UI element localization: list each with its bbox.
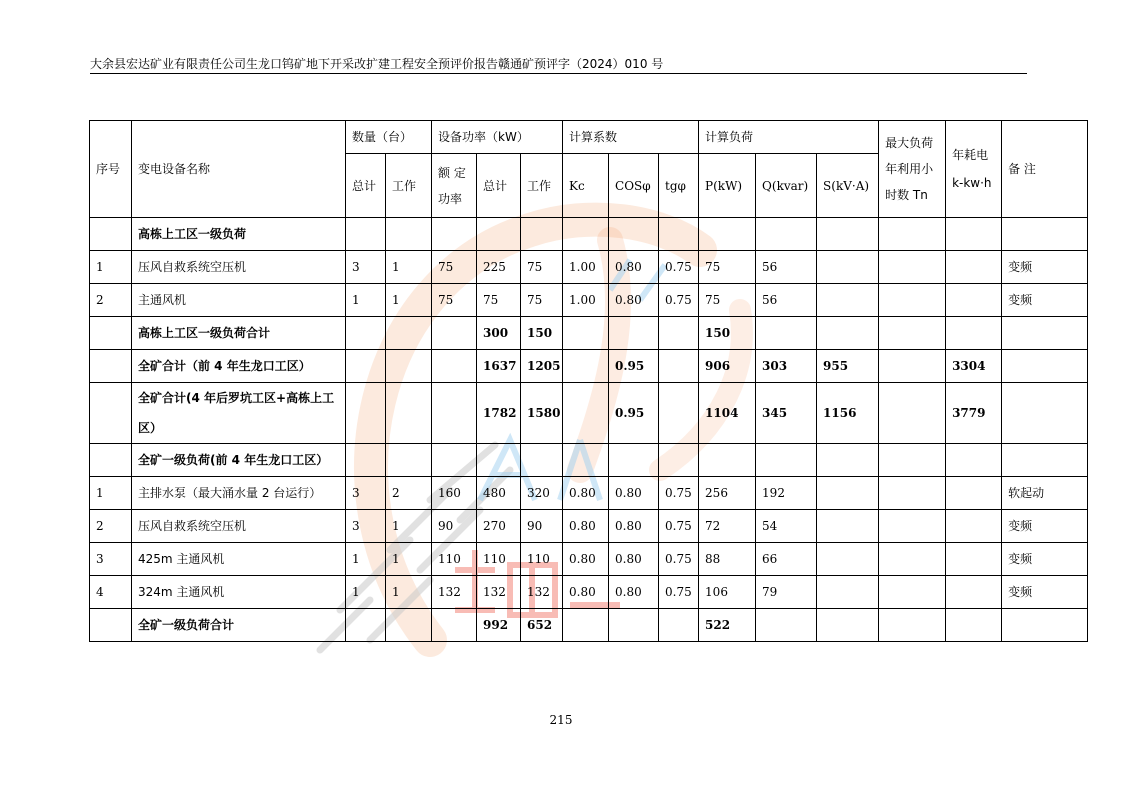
cell-q: 192 xyxy=(756,477,817,510)
cell-energy xyxy=(946,543,1002,576)
cell-cos: 0.80 xyxy=(609,543,659,576)
cell-qty-total: 1 xyxy=(346,543,386,576)
cell-cos: 0.95 xyxy=(609,383,659,444)
cell-s xyxy=(817,284,879,317)
cell-device-name: 425m 主通风机 xyxy=(132,543,346,576)
cell-rated-power xyxy=(432,609,477,642)
cell-energy xyxy=(946,317,1002,350)
cell-tg xyxy=(659,218,699,251)
cell-energy xyxy=(946,477,1002,510)
cell-remark xyxy=(1002,609,1088,642)
cell-p: 72 xyxy=(699,510,756,543)
header-power-work: 工作 xyxy=(521,154,563,218)
cell-q xyxy=(756,218,817,251)
cell-cos: 0.95 xyxy=(609,350,659,383)
cell-seq: 1 xyxy=(90,251,132,284)
table-row xyxy=(90,284,1088,317)
cell-s xyxy=(817,609,879,642)
cell-remark xyxy=(1002,317,1088,350)
cell-remark: 变频 xyxy=(1002,576,1088,609)
cell-s: 955 xyxy=(817,350,879,383)
cell-qty-work xyxy=(386,609,432,642)
cell-seq: 2 xyxy=(90,510,132,543)
cell-tg xyxy=(659,609,699,642)
cell-power-work xyxy=(521,444,563,477)
cell-energy xyxy=(946,284,1002,317)
cell-cos: 0.80 xyxy=(609,251,659,284)
table-row xyxy=(90,543,1088,576)
header-tg: tgφ xyxy=(659,154,699,218)
cell-energy xyxy=(946,576,1002,609)
cell-q xyxy=(756,444,817,477)
cell-cos: 0.80 xyxy=(609,284,659,317)
cell-remark: 变频 xyxy=(1002,251,1088,284)
cell-remark: 变频 xyxy=(1002,510,1088,543)
cell-power-total: 75 xyxy=(477,284,521,317)
cell-tg xyxy=(659,444,699,477)
cell-remark xyxy=(1002,218,1088,251)
cell-device-name: 324m 主通风机 xyxy=(132,576,346,609)
cell-q xyxy=(756,317,817,350)
cell-rated-power: 132 xyxy=(432,576,477,609)
cell-cos xyxy=(609,609,659,642)
header-coefficient: 计算系数 xyxy=(563,121,699,154)
cell-rated-power xyxy=(432,317,477,350)
table-row xyxy=(90,251,1088,284)
cell-qty-work xyxy=(386,444,432,477)
header-calc-load: 计算负荷 xyxy=(699,121,879,154)
cell-power-total: 270 xyxy=(477,510,521,543)
header-seq: 序号 xyxy=(90,121,132,218)
cell-p: 256 xyxy=(699,477,756,510)
header-p: P(kW) xyxy=(699,154,756,218)
cell-p: 150 xyxy=(699,317,756,350)
cell-kc: 1.00 xyxy=(563,251,609,284)
cell-q: 79 xyxy=(756,576,817,609)
cell-qty-work: 1 xyxy=(386,576,432,609)
cell-qty-total xyxy=(346,609,386,642)
cell-kc: 0.80 xyxy=(563,543,609,576)
cell-remark xyxy=(1002,350,1088,383)
header-cos: COSφ xyxy=(609,154,659,218)
cell-tn xyxy=(879,317,946,350)
subtotal-row xyxy=(90,350,1088,383)
cell-tn xyxy=(879,444,946,477)
header-s: S(kV·A) xyxy=(817,154,879,218)
subtotal-row xyxy=(90,383,1088,444)
header-power: 设备功率（kW） xyxy=(432,121,563,154)
cell-energy: 3304 xyxy=(946,350,1002,383)
cell-power-total: 1782 xyxy=(477,383,521,444)
cell-energy xyxy=(946,609,1002,642)
cell-cos xyxy=(609,444,659,477)
cell-rated-power xyxy=(432,444,477,477)
cell-power-total: 992 xyxy=(477,609,521,642)
cell-kc: 0.80 xyxy=(563,510,609,543)
cell-power-total xyxy=(477,218,521,251)
cell-s xyxy=(817,510,879,543)
cell-s xyxy=(817,477,879,510)
cell-cos: 0.80 xyxy=(609,477,659,510)
cell-power-work: 75 xyxy=(521,284,563,317)
cell-qty-work xyxy=(386,350,432,383)
cell-tn xyxy=(879,350,946,383)
cell-device-name: 全矿合计(4 年后罗坑工区+高栋上工区） xyxy=(132,383,346,444)
cell-qty-total: 1 xyxy=(346,284,386,317)
cell-tn xyxy=(879,576,946,609)
cell-qty-work: 1 xyxy=(386,251,432,284)
cell-q: 56 xyxy=(756,284,817,317)
cell-qty-total xyxy=(346,444,386,477)
cell-power-total: 300 xyxy=(477,317,521,350)
cell-seq xyxy=(90,383,132,444)
cell-tn xyxy=(879,251,946,284)
cell-device-name: 全矿合计（前 4 年生龙口工区） xyxy=(132,350,346,383)
load-calculation-table xyxy=(89,120,1088,642)
cell-tn xyxy=(879,609,946,642)
page-header: 大余县宏达矿业有限责任公司生龙口钨矿地下开采改扩建工程安全预评价报告赣通矿预评字（2024）010 号 xyxy=(90,56,1027,74)
cell-rated-power: 110 xyxy=(432,543,477,576)
table-body xyxy=(90,218,1088,642)
cell-remark: 变频 xyxy=(1002,284,1088,317)
cell-qty-work: 2 xyxy=(386,477,432,510)
header-qty-work: 工作 xyxy=(386,154,432,218)
cell-tn xyxy=(879,383,946,444)
cell-kc xyxy=(563,218,609,251)
cell-qty-total: 3 xyxy=(346,477,386,510)
page-number: 215 xyxy=(549,713,573,727)
table-row xyxy=(90,477,1088,510)
cell-power-work: 1205 xyxy=(521,350,563,383)
cell-qty-work xyxy=(386,317,432,350)
cell-device-name: 主通风机 xyxy=(132,284,346,317)
header-annual-energy: 年耗电 k-kw·h xyxy=(946,121,1002,218)
cell-s xyxy=(817,444,879,477)
cell-p: 906 xyxy=(699,350,756,383)
cell-rated-power: 160 xyxy=(432,477,477,510)
cell-q: 54 xyxy=(756,510,817,543)
cell-q: 56 xyxy=(756,251,817,284)
cell-rated-power: 90 xyxy=(432,510,477,543)
header-power-total: 总计 xyxy=(477,154,521,218)
cell-kc xyxy=(563,317,609,350)
cell-tg: 0.75 xyxy=(659,251,699,284)
cell-power-work: 320 xyxy=(521,477,563,510)
cell-tg xyxy=(659,350,699,383)
cell-device-name: 全矿一级负荷(前 4 年生龙口工区） xyxy=(132,444,346,477)
cell-device-name: 压风自救系统空压机 xyxy=(132,510,346,543)
cell-remark xyxy=(1002,383,1088,444)
cell-qty-total xyxy=(346,218,386,251)
cell-cos: 0.80 xyxy=(609,576,659,609)
cell-s xyxy=(817,251,879,284)
cell-power-work: 132 xyxy=(521,576,563,609)
cell-tg: 0.75 xyxy=(659,284,699,317)
cell-seq xyxy=(90,609,132,642)
cell-kc xyxy=(563,444,609,477)
cell-tg: 0.75 xyxy=(659,477,699,510)
cell-rated-power xyxy=(432,218,477,251)
cell-energy xyxy=(946,510,1002,543)
cell-device-name: 全矿一级负荷合计 xyxy=(132,609,346,642)
cell-kc xyxy=(563,350,609,383)
cell-p xyxy=(699,444,756,477)
cell-device-name: 主排水泵（最大涌水量 2 台运行） xyxy=(132,477,346,510)
cell-power-total: 110 xyxy=(477,543,521,576)
cell-qty-work: 1 xyxy=(386,510,432,543)
cell-power-work: 1580 xyxy=(521,383,563,444)
cell-qty-work xyxy=(386,218,432,251)
header-remark: 备 注 xyxy=(1002,121,1088,218)
cell-energy: 3779 xyxy=(946,383,1002,444)
header-kc: Kc xyxy=(563,154,609,218)
cell-kc xyxy=(563,383,609,444)
header-max-load-hours: 最大负荷年利用小时数 Tn xyxy=(879,121,946,218)
cell-qty-total xyxy=(346,383,386,444)
table-row xyxy=(90,576,1088,609)
cell-device-name: 高栋上工区一级负荷 xyxy=(132,218,346,251)
cell-s xyxy=(817,543,879,576)
header-qty-total: 总计 xyxy=(346,154,386,218)
cell-power-total xyxy=(477,444,521,477)
cell-power-total: 1637 xyxy=(477,350,521,383)
cell-rated-power xyxy=(432,350,477,383)
cell-p: 106 xyxy=(699,576,756,609)
cell-energy xyxy=(946,444,1002,477)
cell-power-total: 225 xyxy=(477,251,521,284)
cell-kc xyxy=(563,609,609,642)
cell-q: 303 xyxy=(756,350,817,383)
cell-power-work: 90 xyxy=(521,510,563,543)
cell-q: 345 xyxy=(756,383,817,444)
header-device-name: 变电设备名称 xyxy=(132,121,346,218)
header-quantity: 数量（台） xyxy=(346,121,432,154)
cell-power-work: 75 xyxy=(521,251,563,284)
cell-rated-power: 75 xyxy=(432,251,477,284)
cell-tn xyxy=(879,510,946,543)
cell-seq: 2 xyxy=(90,284,132,317)
cell-qty-total xyxy=(346,317,386,350)
cell-power-total: 132 xyxy=(477,576,521,609)
cell-power-work: 110 xyxy=(521,543,563,576)
cell-tn xyxy=(879,477,946,510)
cell-energy xyxy=(946,218,1002,251)
cell-cos: 0.80 xyxy=(609,510,659,543)
cell-rated-power: 75 xyxy=(432,284,477,317)
cell-seq: 1 xyxy=(90,477,132,510)
cell-tg: 0.75 xyxy=(659,543,699,576)
cell-kc: 0.80 xyxy=(563,477,609,510)
cell-remark: 变频 xyxy=(1002,543,1088,576)
cell-tg xyxy=(659,383,699,444)
cell-q: 66 xyxy=(756,543,817,576)
cell-s xyxy=(817,576,879,609)
cell-qty-total: 1 xyxy=(346,576,386,609)
cell-qty-work xyxy=(386,383,432,444)
cell-p: 88 xyxy=(699,543,756,576)
cell-energy xyxy=(946,251,1002,284)
subtotal-row xyxy=(90,317,1088,350)
cell-qty-work: 1 xyxy=(386,543,432,576)
subtotal-row xyxy=(90,609,1088,642)
header-rated-power: 额 定 功率 xyxy=(432,154,477,218)
cell-qty-total: 3 xyxy=(346,510,386,543)
cell-seq xyxy=(90,350,132,383)
cell-s: 1156 xyxy=(817,383,879,444)
cell-p: 75 xyxy=(699,284,756,317)
cell-kc: 0.80 xyxy=(563,576,609,609)
cell-seq: 3 xyxy=(90,543,132,576)
cell-cos xyxy=(609,317,659,350)
cell-remark xyxy=(1002,444,1088,477)
cell-seq xyxy=(90,444,132,477)
cell-kc: 1.00 xyxy=(563,284,609,317)
cell-qty-work: 1 xyxy=(386,284,432,317)
cell-remark: 软起动 xyxy=(1002,477,1088,510)
cell-q xyxy=(756,609,817,642)
cell-cos xyxy=(609,218,659,251)
cell-p: 1104 xyxy=(699,383,756,444)
cell-tg: 0.75 xyxy=(659,510,699,543)
table-row xyxy=(90,510,1088,543)
cell-device-name: 高栋上工区一级负荷合计 xyxy=(132,317,346,350)
cell-s xyxy=(817,218,879,251)
cell-p: 75 xyxy=(699,251,756,284)
cell-tn xyxy=(879,218,946,251)
section-row xyxy=(90,218,1088,251)
cell-power-work xyxy=(521,218,563,251)
cell-rated-power xyxy=(432,383,477,444)
cell-seq xyxy=(90,317,132,350)
cell-power-total: 480 xyxy=(477,477,521,510)
cell-power-work: 652 xyxy=(521,609,563,642)
cell-s xyxy=(817,317,879,350)
cell-tn xyxy=(879,284,946,317)
cell-tg: 0.75 xyxy=(659,576,699,609)
header-q: Q(kvar) xyxy=(756,154,817,218)
cell-seq xyxy=(90,218,132,251)
cell-device-name: 压风自救系统空压机 xyxy=(132,251,346,284)
cell-power-work: 150 xyxy=(521,317,563,350)
section-row xyxy=(90,444,1088,477)
cell-qty-total: 3 xyxy=(346,251,386,284)
cell-seq: 4 xyxy=(90,576,132,609)
cell-qty-total xyxy=(346,350,386,383)
cell-tg xyxy=(659,317,699,350)
cell-p xyxy=(699,218,756,251)
cell-tn xyxy=(879,543,946,576)
cell-p: 522 xyxy=(699,609,756,642)
